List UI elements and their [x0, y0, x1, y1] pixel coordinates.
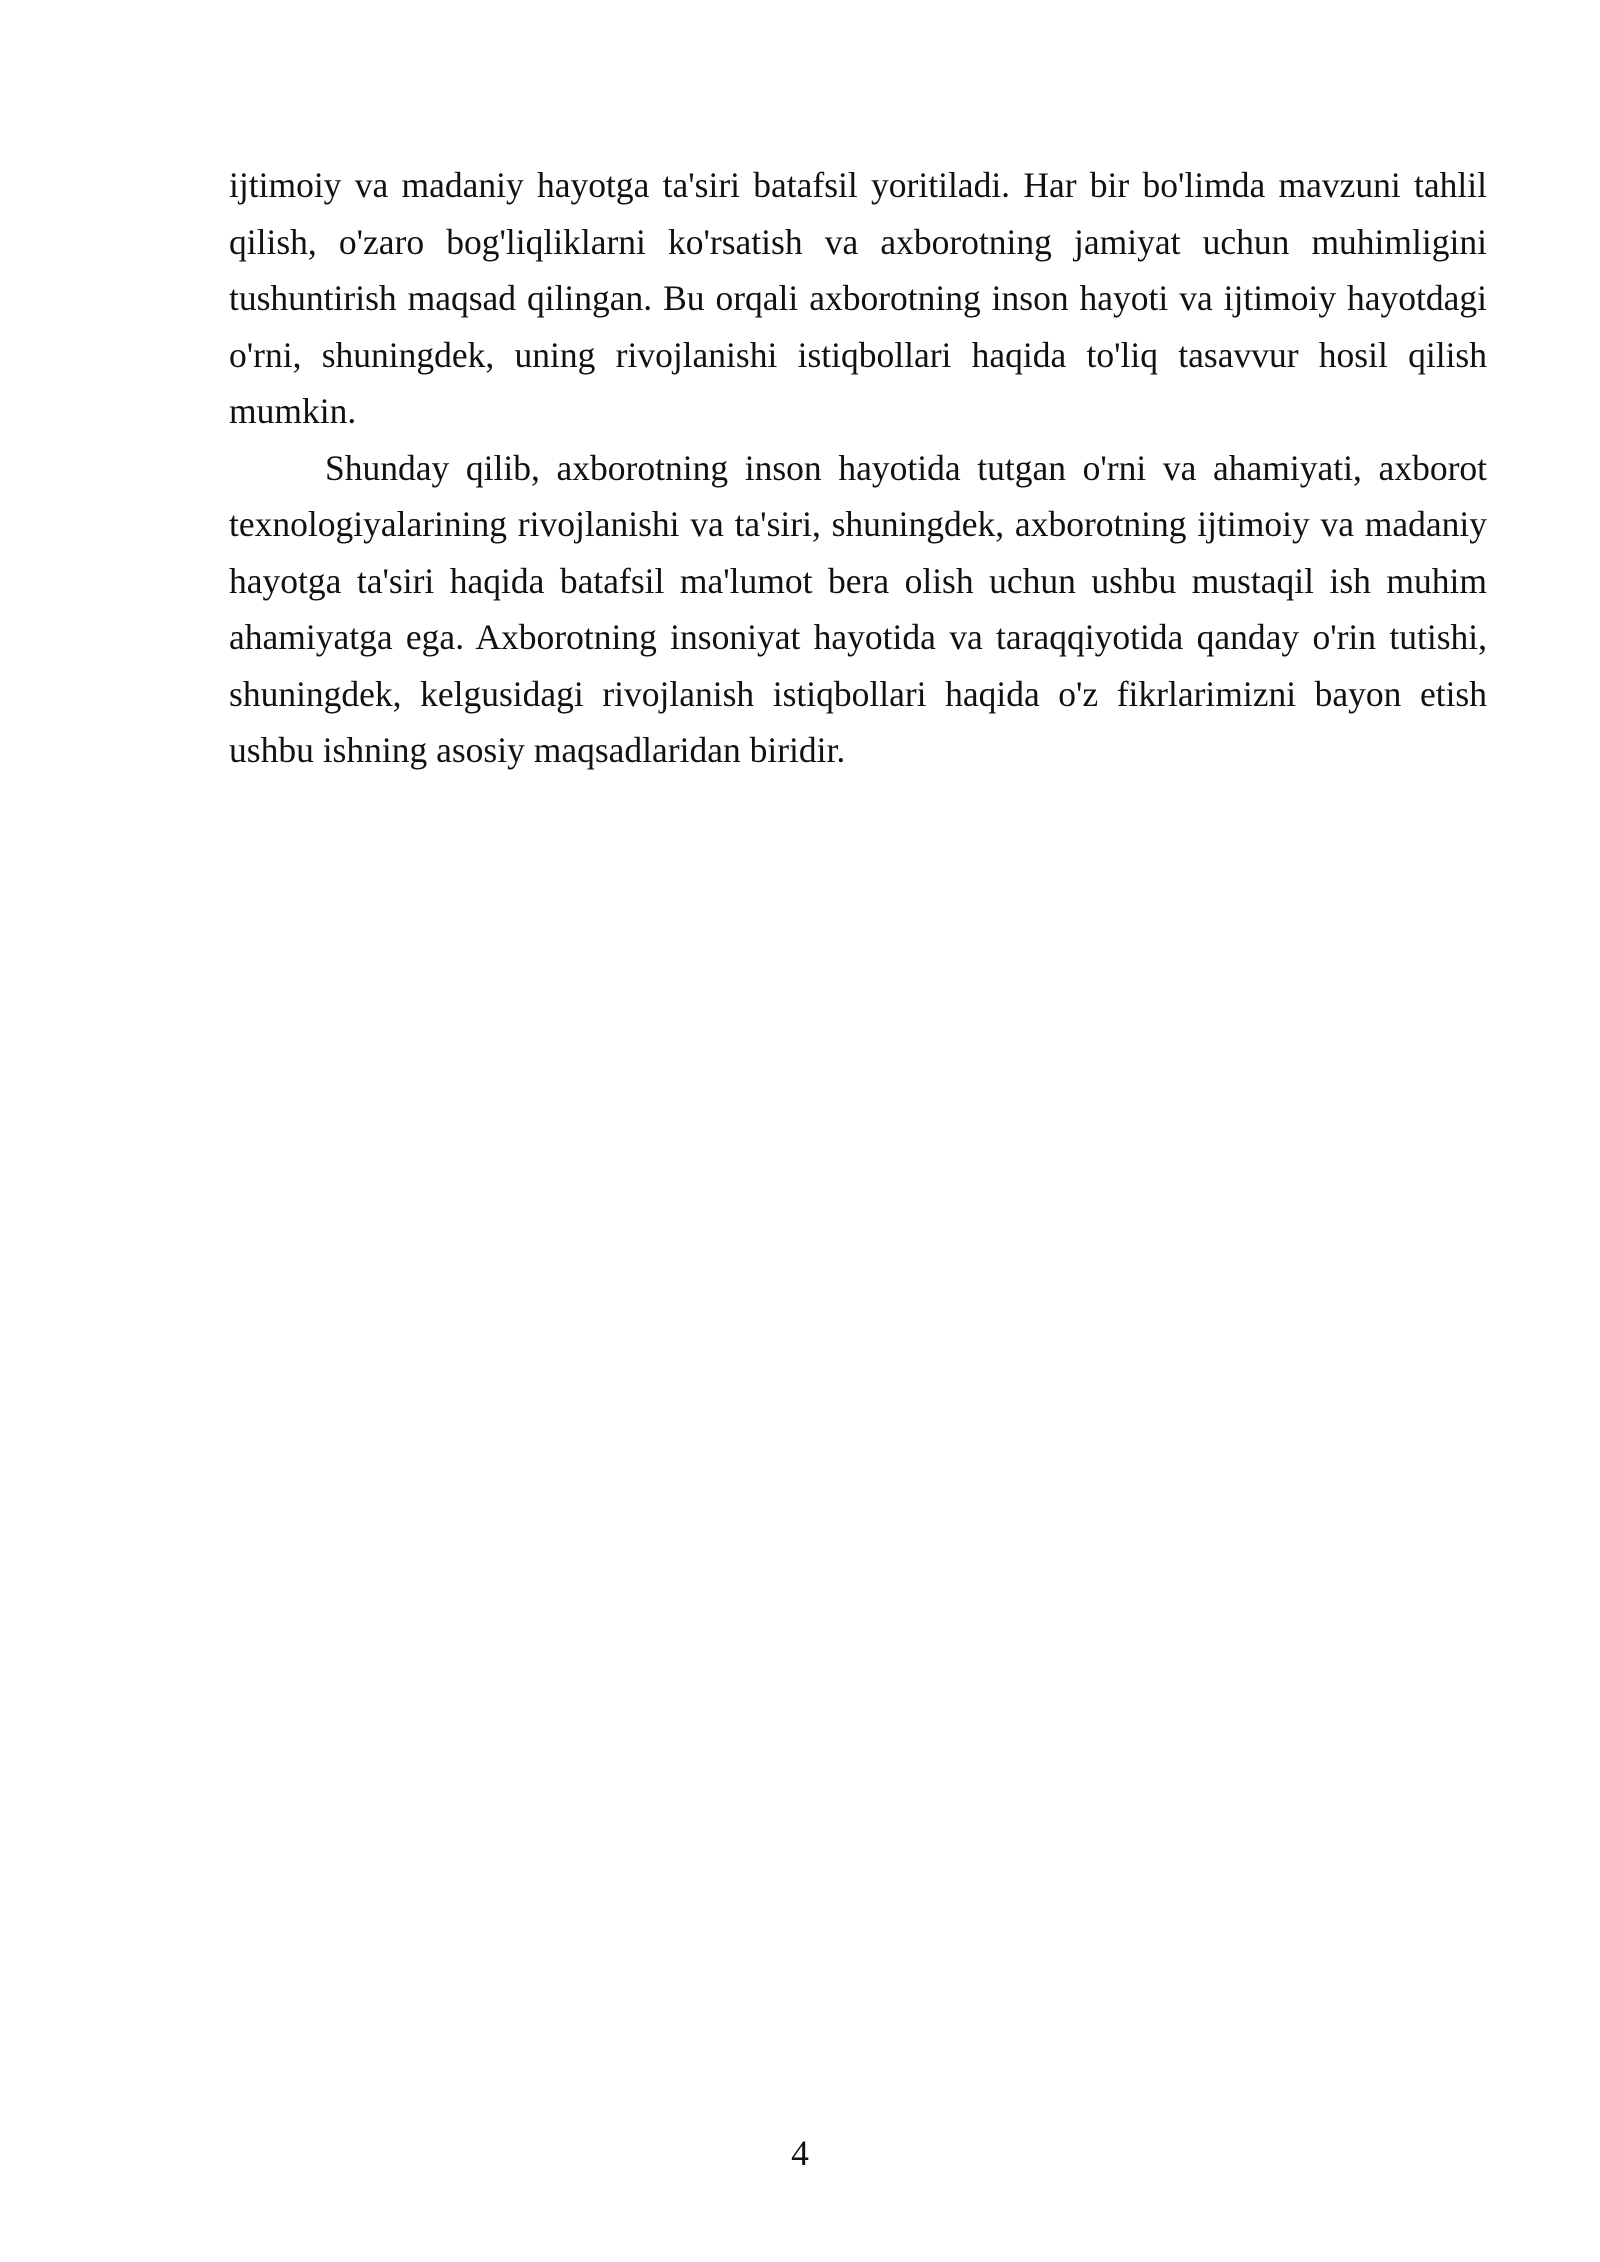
paragraph-continued: ijtimoiy va madaniy hayotga ta'siri batafsil yoritiladi. Har bir bo'limda mavzuni tahlil qilish, o'zaro bog'liqliklarni ko'rsatish va axborotning jamiyat uchun muhimligini tushuntirish maqsad qilingan. Bu orqali axborotning inson hayoti va ijtimoiy hayotdagi o'rni, shuningdek, uning rivojlanishi istiqbollari haqida to'liq tasavvur hosil qilish mumkin.	[229, 165, 1487, 431]
paragraph-conclusion: Shunday qilib, axborotning inson hayotida tutgan o'rni va ahamiyati, axborot texnologiyalarining rivojlanishi va ta'siri, shuningdek, axborotning ijtimoiy va madaniy hayotga ta'siri haqida batafsil ma'lumot bera olish uchun ushbu mustaqil ish muhim ahamiyatga ega. Axborotning insoniyat hayotida va taraqqiyotida qanday o'rin tutishi, shuningdek, kelgusidagi rivojlanish istiqbollari haqida o'z fikrlarimizni bayon etish ushbu ishning asosiy maqsadlaridan biridir.	[229, 447, 1487, 770]
page-number: 4	[791, 2133, 809, 2173]
body-text	[229, 157, 1487, 779]
